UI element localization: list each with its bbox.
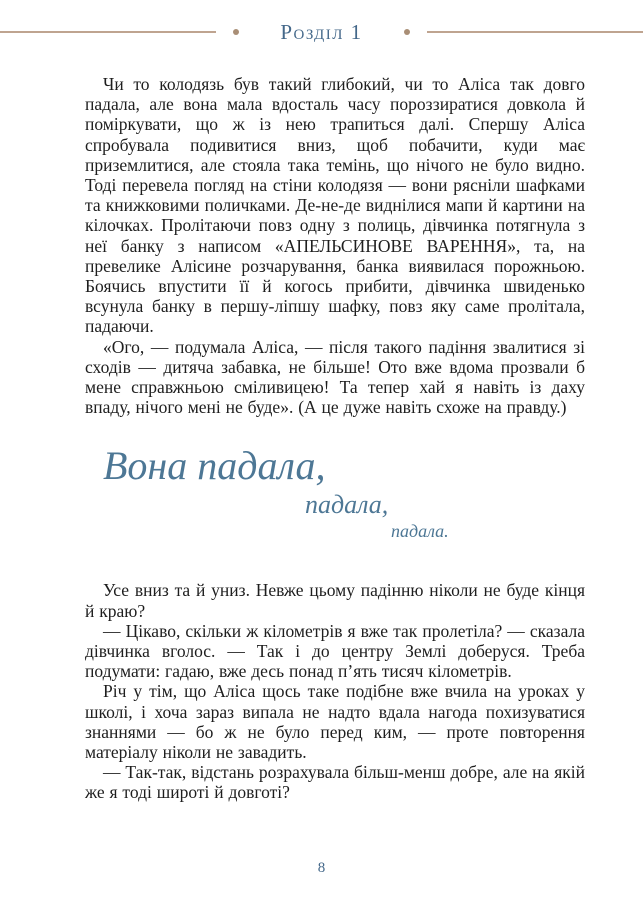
header-rule-left [0,31,216,33]
falling-text-line-3: падала. [391,521,449,542]
page-number: 8 [317,860,326,876]
page-footer [0,860,643,877]
header-dot-right-icon [404,29,410,35]
falling-text-line-1: Вона падала, [103,443,326,489]
paragraph-school-lessons: Річ у тім, що Аліса щось таке подібне вже вчила на уроках у школі, і хоча зараз випала не надто вдала нагода похизуватися знаннями — бо ж не було перед ким, — проте повторення матеріалу ніколи не завадить. [85,681,585,763]
chapter-header [0,21,643,43]
falling-text-line-2: падала, [305,490,389,520]
paragraph-dialogue-kilometres: — Цікаво, скільки ж кілометрів я вже так пролетіла? — сказала дівчинка вголос. — Так і до центру Землі доберуся. Треба подумати: гадаю, вже десь понад п’ять тисяч кілометрів. [85,620,585,682]
header-rule-right [427,31,643,33]
paragraph-alice-thought: «Ого, — подумала Аліса, — після такого падіння звалитися зі сходів — дитяча забавка, не більше! Ото вже вдома прозвали б мене справжньою сміливицею! Та тепер хай я навіть із даху впаду, нічого мені не буде». (А це дуже навіть схоже на правду.) [85,336,585,418]
paragraph-dialogue-latitude: — Так-так, відстань розрахувала більш-менш добре, але на якій же я тоді широті й довготі? [85,762,585,803]
paragraph-well-description: Чи то колодязь був такий глибокий, чи то Аліса так довго падала, але вона мала вдосталь часу пороззиратися довкола й поміркувати, що ж із нею трапиться далі. Спершу Аліса спробувала подивитися вниз, щоб побачити, куди має приземлитися, але стояла така темінь, що нічого не було видно. Тоді перевела погляд на стіни колодязя — вони рясніли шафками та книжковими поличками. Де-не-де виднілися мапи й картини на кілочках. Пролітаючи повз одну з полиць, дівчинка потягнула з неї банку з написом «АПЕЛЬСИНОВЕ ВАРЕННЯ», та, на превелике Алісине розчарування, банка виявилася порожньою. Боячись впустити її й когось прибити, дівчинка швиденько всунула банку в першу-ліпшу шафку, повз яку саме пролітала, падаючи. [85,74,585,337]
header-dot-left-icon [233,29,239,35]
falling-text-block [85,442,585,543]
paragraph-down-down: Усе вниз та й униз. Невже цьому падінню ніколи не буде кінця й краю? [85,580,585,621]
page-text-block [85,74,585,803]
chapter-title: Розділ 1 [280,19,363,44]
